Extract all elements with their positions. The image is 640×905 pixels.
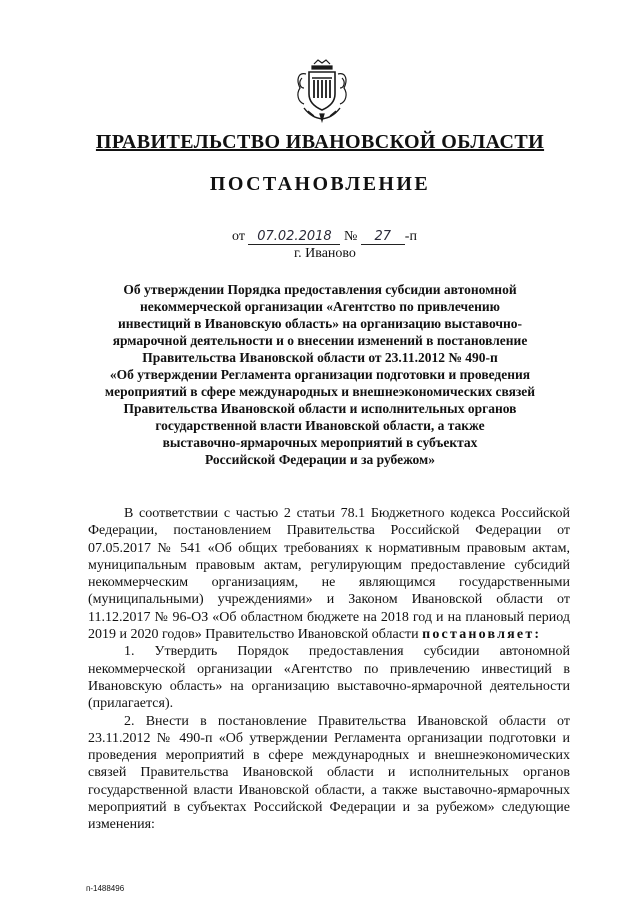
heading-line: «Об утверждении Регламента организации подготовки и проведения: [109, 367, 531, 382]
heading-line: инвестиций в Ивановскую область» на организацию выставочно-: [118, 316, 522, 331]
document-code: п-1488496: [86, 884, 125, 893]
government-title: ПРАВИТЕЛЬСТВО ИВАНОВСКОЙ ОБЛАСТИ: [95, 131, 545, 153]
item-1-paragraph: 1. Утвердить Порядок предоставления субсидии автономной некоммерческой организации «Агентство по привлечению инвестиций в Ивановскую область» на организацию выставочно-ярмарочной деятельности (прилагается).: [88, 644, 570, 712]
heading-line: Российской Федерации и за рубежом»: [205, 452, 435, 467]
heading-line: Правительства Ивановской области и исполнительных органов: [123, 401, 517, 416]
heading-line: ярмарочной деятельности и о внесении изменений в постановление: [112, 333, 528, 348]
number-sign: №: [343, 229, 358, 244]
document-heading: [100, 281, 540, 468]
document-body: [88, 505, 570, 834]
decree-word: постановляет:: [422, 627, 542, 643]
heading-line: некоммерческой организации «Агентство по привлечению: [139, 299, 501, 314]
preamble-paragraph: [88, 505, 570, 643]
document-type: ПОСТАНОВЛЕНИЕ: [209, 173, 431, 195]
document-number: 27: [361, 230, 405, 245]
document-date: 07.02.2018: [248, 230, 340, 245]
heading-line: мероприятий в сфере международных и внешнеэкономических связей: [104, 384, 536, 399]
heading-line: государственной власти Ивановской области, а также: [155, 418, 485, 433]
item-2-paragraph: 2. Внести в постановление Правительства Ивановской области от 23.11.2012 № 490-п «Об утверждении Регламента организации подготовки и проведения мероприятий в сфере международных и внешнеэкономических связей Правительства Ивановской области и исполнительных органов государственной власти Ивановской области, а также выставочно-ярмарочных мероприятий в субъектах Российской Федерации и за рубежом» следующие изменения:: [88, 713, 570, 833]
city: г. Иваново: [294, 246, 356, 261]
heading-line: Об утверждении Порядка предоставления субсидии автономной: [123, 282, 517, 297]
heading-line: выставочно-ярмарочных мероприятий в субъектах: [162, 435, 478, 450]
number-suffix: -п: [404, 229, 417, 244]
date-number-line: [232, 229, 417, 245]
coat-of-arms-icon: [294, 58, 350, 124]
heading-line: Правительства Ивановской области от 23.11.2012 № 490-п: [142, 350, 498, 365]
date-prefix: от: [232, 229, 245, 244]
preamble-text: В соответствии с частью 2 статьи 78.1 Бюджетного кодекса Российской Федерации, постановлением Правительства Российской Федерации от 07.05.2017 № 541 «Об общих требованиях к нормативным правовым актам, муниципальным правовым актам, регулирующим предоставление субсидий некоммерческим организациям, не являющимся государственными (муниципальными) учреждениями» и Законом Ивановской области от 11.12.2017 № 96-ОЗ «Об областном бюджете на 2018 год и на плановый период 2019 и 2020 годов» Правительство Ивановской области: [88, 506, 570, 643]
